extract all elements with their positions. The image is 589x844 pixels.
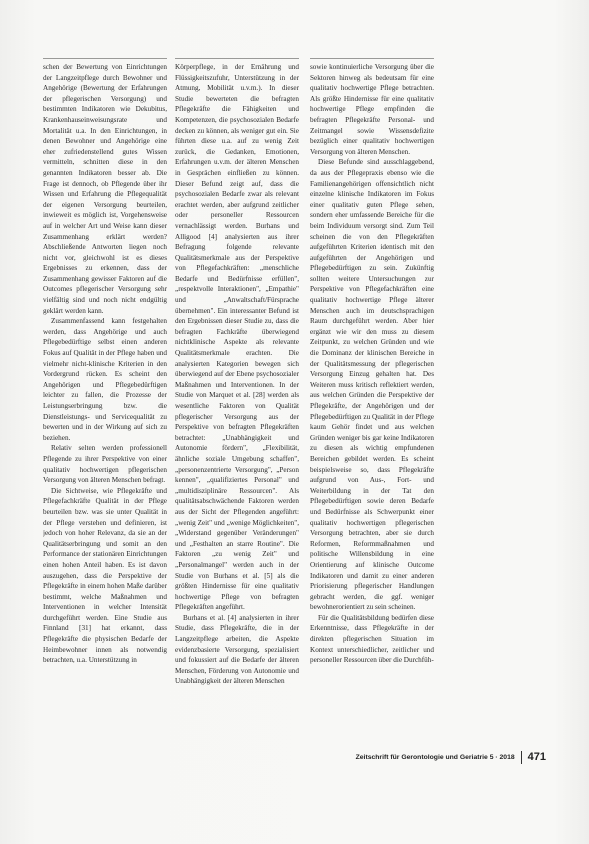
paragraph: sowie kontinuierliche Versorgung über die Sektoren hinweg als bedeutsam für eine qualitativ hochwertige Pflege betrachten. Als größte Hindernisse für eine qualitativ hochwertige Pflege empfinden die befragten Pflegekräfte Personal- und Zeitmangel sowie Wissensdefizite bezüglich einer qualitativ hochwertigen Versorgung von älteren Menschen. (310, 63, 434, 156)
paragraph: Relativ selten werden professionell Pflegende zu ihrer Perspektive von einer qualitativ hochwertigen pflegerischen Versorgung von älteren Menschen befragt. (43, 444, 167, 485)
text-column-1 (43, 62, 167, 762)
column-rule-3 (310, 58, 434, 59)
paragraph: Körperpflege, in der Ernährung und Flüssigkeitszufuhr, Unterstützung in der Atmung, Mobilität u.v.m.). In dieser Studie bewerteten die befragten Pflegekräfte die Fähigkeiten und Kompetenzen, die psychosozialen Bedarfe decken zu können, als weniger gut ein. Sie führten diese u.a. auf zu wenig Zeit zurück, die Gedanken, Emotionen, Erfahrungen u.v.m. der älteren Menschen in Gesprächen einfließen zu können. Dieser Befund zeigt auf, dass die psychosozialen Bedarfe zwar als relevant erachtet werden, aber aufgrund zeitlicher oder personeller Ressourcen vernachlässigt werden. Burhans und Alligood [4] analysierten aus ihrer Befragung folgende relevante Qualitätsmerkmale aus der Perspektive von Pflegefachkräften: „menschliche Bedarfe und Bedürfnisse erfüllen", „respektvolle Interaktionen", „Empathie" und „Anwaltschaft/Fürsprache übernehmen". Ein interessanter Befund ist den Ergebnissen dieser Studie zu, dass die befragten Fachkräfte überwiegend nichtklinische Aspekte als relevante Qualitätsmerkmale erachten. Die analysierten Kategorien bewegen sich überwiegend auf der Ebene psychosozialer Maßnahmen und Interventionen. In der Studie von Marquet et al. [28] werden als wesentliche Faktoren von Qualität pflegerischer Versorgung aus der Perspektive von befragten Pflegekräften betrachtet: „Unabhängigkeit und Autonomie fördern", „Flexibilität, ähnliche soziale Umgebung schaffen", „personenzentrierte Versorgung", „Person kennen", „qualifiziertes Personal" und „multidisziplinäre Ressourcen". Als qualitätsabschwächende Faktoren werden aus der Sicht der Pflegenden angeführt: „wenig Zeit" und „wenige Möglichkeiten", „Widerstand gegenüber Veränderungen" und „Festhalten an starre Routine". Die Faktoren „zu wenig Zeit" und „Personalmangel" werden auch in der Studie von Burhans et al. [5] als die größten Hindernisse für eine qualitativ hochwertige Pflege von befragten Pflegekräften angeführt. (175, 63, 299, 612)
text-column-3 (310, 62, 434, 758)
paragraph: Burhans et al. [4] analysierten in ihrer Studie, dass Pflegekräfte, die in der Langzeitpflege arbeiten, die Aspekte evidenzbasierte Versorgung, spezialisiert und fokussiert auf die Bedarfe der älteren Menschen, Förderung von Autonomie und Unabhängigkeit der älteren Menschen (175, 613, 299, 686)
paragraph: Diese Befunde sind ausschlaggebend, da aus der Pflegepraxis ebenso wie die Familienangehörigen offensichtlich nicht einzelne klinische Indikatoren im Fokus einer qualitativ guten Pflege sehen, sondern eher umfassende Bereiche für die beim Individuum versorgt sind. Zum Teil scheinen die von den Pflegekräften aufgeführten Kriterien identisch mit den aufgeführten der Angehörigen und Pflegebedürftigen zu sein. Zukünftig sollten weitere Untersuchungen zur Perspektive von Pflegefachkräften eine qualitativ hochwertige Pflege älterer Menschen auch im deutschsprachigen Raum durchgeführt werden. Aber hier ergänzt wie wir den muss zu diesem Zeitpunkt, zu welchen Gründen und wie die Dominanz der klinischen Bereiche in der Qualitätsmessung der pflegerischen Versorgung Einzug gehalten hat. Des Weiteren muss kritisch reflektiert werden, aus welchen Gründen die Perspektive der Pflegekräfte, der Angehörigen und der Pflegebedürftigen zu Qualität in der Pflege kaum Gehör findet und aus welchen Gründen weniger bis gar keine Indikatoren zu diesen als wichtig empfundenen Bereichen gebildet werden. Es scheint beispielsweise so, dass Pflegekräfte aufgrund von Aus-, Fort- und Weiterbildung in der Tat den Pflegebedürftigen sowie deren Bedarfe und Bedürfnisse als Schwerpunkt einer qualitativ hochwertigen pflegerischen Versorgung betrachten, aber sie durch Reformen, Reformmaßnahmen und politische Willensbildung in eine Orientierung auf klinische Outcome Indikatoren und damit zu einer anderen Priorisierung pflegerischer Handlungen gebracht werden, die ggf. weniger bewohnerorientiert zu sein scheinen. (310, 158, 434, 612)
paragraph: Zusammenfassend kann festgehalten werden, dass Angehörige und auch Pflegebedürftige selbst einen anderen Fokus auf Qualität in der Pflege haben und vielmehr nicht-klinische Kriterien in den Vordergrund rücken. Es scheint den Angehörigen und Pflegebedürftigen leichter zu fallen, die Prozesse der Leistungserbringung bzw. die Dienstleistungs- und Servicequalität zu bewerten und in der Wirkung auf sich zu beziehen. (43, 317, 167, 442)
footer-divider (521, 751, 522, 764)
paragraph: schen der Bewertung von Einrichtungen der Langzeitpflege durch Bewohner und Angehörige (Bewertung der Erfahrungen der pflegerischen Versorgung) und bestimmten Indikatoren wie Dekubitus, Krankenhauseinweisungsrate und Mortalität u.a. In den Einrichtungen, in denen Bewohner und Angehörige eine eher zufriedenstellend gutes Wissen vermitteln, schnitten diese in den genannten Indikatoren besser ab. Die Frage ist dennoch, ob Pflegende über ihr Wissen und Erfahrung die Pflegequalität der eigenen Versorgung beurteilen, inwieweit es möglich ist, Vorgehensweise auf in welcher Art und Weise kann dieser Zusammenhang erklärt werden? Abschließende Antworten liegen noch nicht vor, gleichwohl ist es dieses Ergebnisses zu erkennen, dass der Zusammenhang gewisser Faktoren auf die Outcomes pflegerischer Versorgung sehr vielfältig sind und noch nicht endgültig geklärt werden kann. (43, 63, 167, 315)
column-rule-1 (43, 58, 167, 59)
column-rule-2 (175, 58, 299, 59)
paragraph: Die Sichtweise, wie Pflegekräfte und Pflegefachkräfte Qualität in der Pflege beurteilen bzw. was sie unter Qualität in der Pflege verstehen und definieren, ist jedoch von hoher Relevanz, da sie an der Qualitätserbringung und somit an den Performance der stationären Einrichtungen einen hohen Anteil haben. Es ist davon auszugehen, dass die Perspektive der Pflegekräfte in einem hohen Maße darüber bestimmt, welche Maßnahmen und Interventionen in welcher Intensität durchgeführt werden. Eine Studie aus Finnland [31] hat erkannt, dass Pflegekräfte die physischen Bedarfe der Heimbewohner innen als notwendig betrachten, u.a. Unterstützung in (43, 486, 167, 665)
page-number: 471 (527, 751, 546, 763)
page-footer (310, 750, 546, 764)
text-column-2 (175, 62, 299, 762)
paragraph: Für die Qualitätsbildung bedürfen diese Erkenntnisse, dass Pflegekräfte in der direkten pflegerischen Situation im Kontext unterschiedlicher, zeitlicher und personeller Ressourcen über die Durchfüh- (310, 613, 434, 665)
journal-citation: Zeitschrift für Gerontologie und Geriatrie 5 · 2018 (355, 753, 515, 761)
